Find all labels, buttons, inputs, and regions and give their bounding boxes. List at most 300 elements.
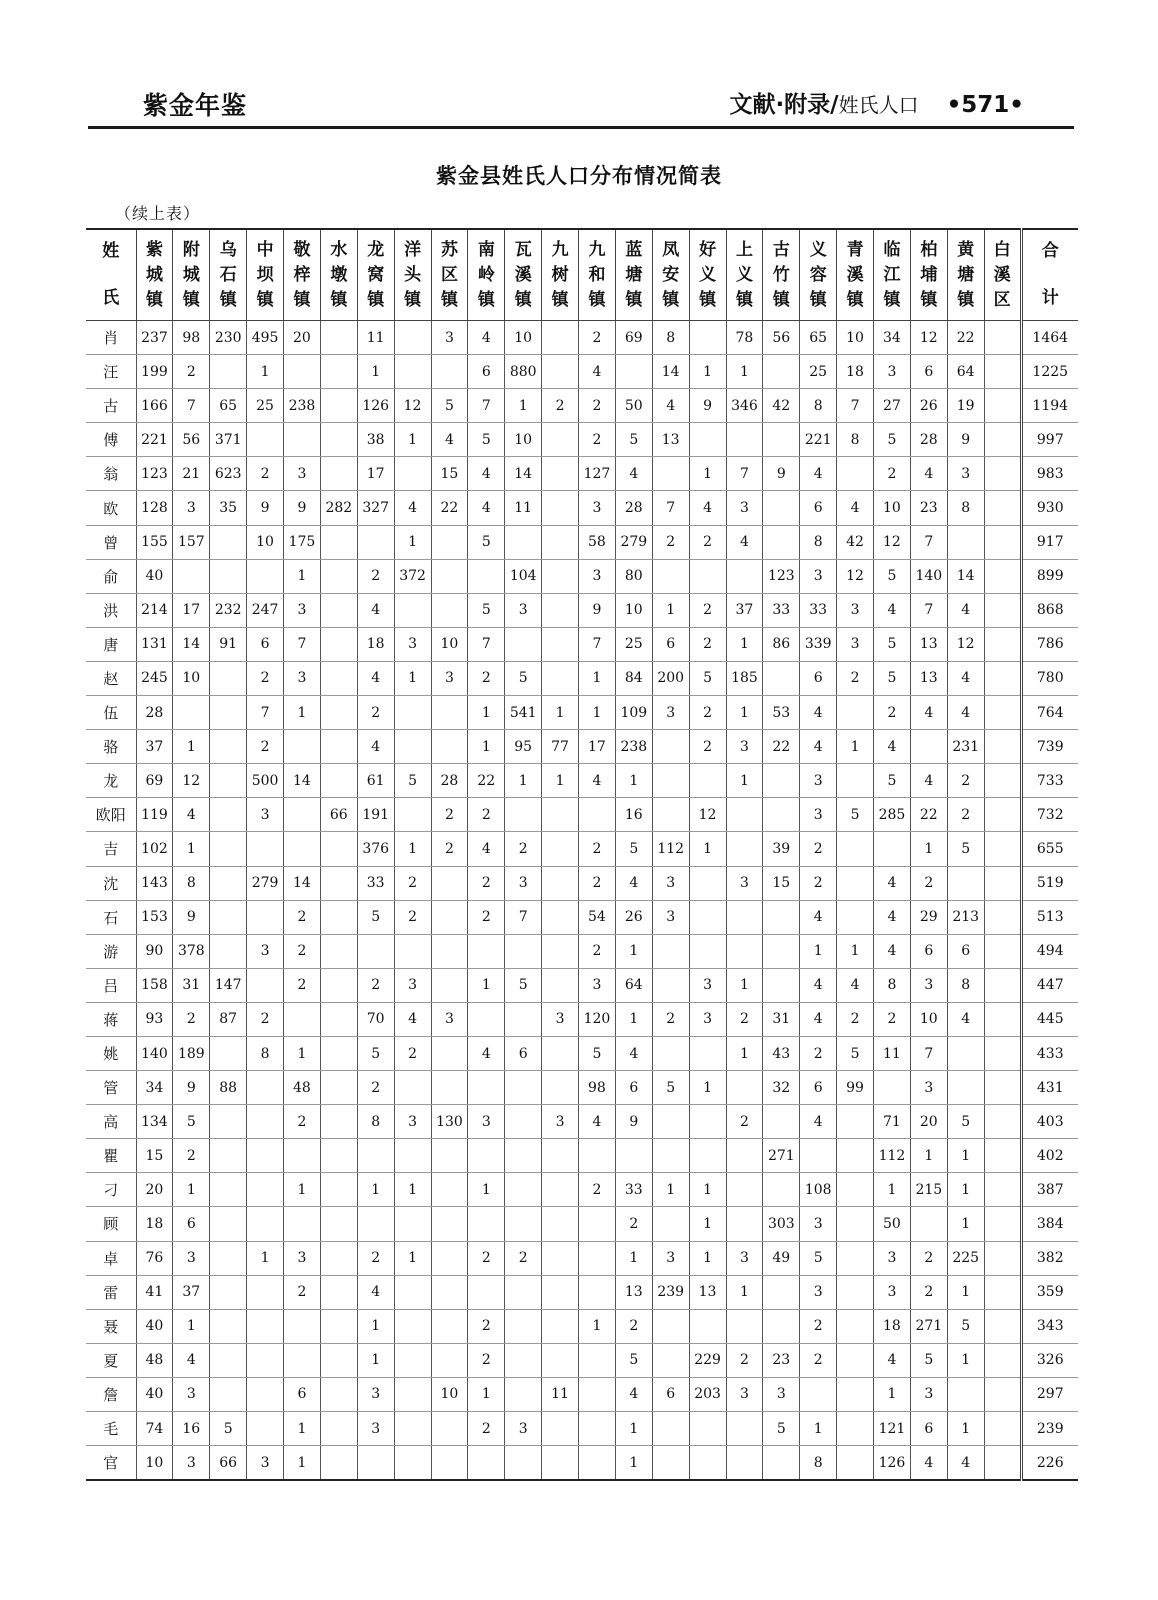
town-count-cell	[984, 696, 1021, 730]
town-count-cell	[542, 1412, 579, 1446]
town-count-cell: 3	[652, 866, 689, 900]
town-count-cell	[431, 1309, 468, 1343]
town-count-cell: 158	[136, 968, 173, 1002]
column-header	[726, 229, 763, 321]
surname-cell: 汪	[86, 355, 136, 389]
town-count-cell: 229	[689, 1343, 726, 1377]
town-count-cell: 4	[947, 696, 984, 730]
surname-cell: 官	[103, 1454, 119, 1473]
town-count-cell	[431, 593, 468, 627]
total-cell: 431	[1021, 1071, 1078, 1105]
town-count-cell: 5	[652, 1071, 689, 1105]
town-count-cell: 14	[284, 764, 321, 798]
town-count-cell: 1	[284, 1412, 321, 1446]
town-count-cell	[210, 764, 247, 798]
column-header-char: 镇	[145, 289, 163, 310]
town-count-cell: 230	[210, 321, 247, 355]
column-header-char: 柏	[920, 239, 938, 260]
column-header-char: 中	[256, 239, 274, 260]
town-count-cell	[837, 1343, 874, 1377]
town-count-cell: 1	[726, 627, 763, 661]
town-count-cell: 7	[837, 389, 874, 423]
town-count-cell	[984, 389, 1021, 423]
town-count-cell: 1	[726, 696, 763, 730]
town-count-cell: 1	[947, 1173, 984, 1207]
column-header	[689, 229, 726, 321]
town-count-cell: 5	[763, 1412, 800, 1446]
town-count-cell: 1	[615, 1002, 652, 1036]
town-count-cell	[247, 1275, 284, 1309]
column-header-char: 墩	[330, 264, 348, 285]
column-header-char: 镇	[588, 289, 606, 310]
town-count-cell	[468, 934, 505, 968]
town-count-cell: 4	[615, 866, 652, 900]
town-count-cell: 12	[837, 559, 874, 593]
town-count-cell	[542, 1241, 579, 1275]
town-count-cell: 10	[910, 1002, 947, 1036]
surname-cell: 唐	[86, 627, 136, 661]
town-count-cell: 39	[763, 832, 800, 866]
town-count-cell	[468, 1207, 505, 1241]
surname-cell: 顾	[86, 1207, 136, 1241]
town-count-cell: 4	[652, 389, 689, 423]
town-count-cell: 98	[579, 1071, 616, 1105]
town-count-cell: 1	[357, 355, 394, 389]
town-count-cell	[984, 1241, 1021, 1275]
town-count-cell: 285	[874, 798, 911, 832]
town-count-cell: 5	[579, 1036, 616, 1070]
town-count-cell: 3	[505, 1412, 542, 1446]
town-count-cell: 2	[247, 457, 284, 491]
town-count-cell: 121	[874, 1412, 911, 1446]
town-count-cell: 91	[210, 627, 247, 661]
town-count-cell	[431, 866, 468, 900]
town-count-cell	[984, 934, 1021, 968]
town-count-cell	[837, 1139, 874, 1173]
town-count-cell	[689, 764, 726, 798]
town-count-cell	[394, 355, 431, 389]
town-count-cell: 2	[357, 696, 394, 730]
town-count-cell: 3	[357, 1377, 394, 1411]
town-count-cell	[763, 968, 800, 1002]
town-count-cell: 3	[652, 696, 689, 730]
town-count-cell	[284, 1207, 321, 1241]
town-count-cell: 1	[579, 661, 616, 695]
surname-cell: 伍	[86, 696, 136, 730]
town-count-cell	[210, 934, 247, 968]
town-count-cell	[320, 1412, 357, 1446]
town-count-cell	[837, 1275, 874, 1309]
column-header-char: 镇	[735, 289, 753, 310]
town-count-cell: 3	[837, 627, 874, 661]
town-count-cell	[542, 798, 579, 832]
town-count-cell	[247, 900, 284, 934]
column-header-char: 黄	[957, 239, 975, 260]
town-count-cell	[284, 355, 321, 389]
town-count-cell: 10	[874, 491, 911, 525]
town-count-cell: 16	[615, 798, 652, 832]
town-count-cell	[984, 457, 1021, 491]
town-count-cell	[320, 355, 357, 389]
town-count-cell: 28	[615, 491, 652, 525]
town-count-cell	[542, 661, 579, 695]
town-count-cell: 3	[542, 1002, 579, 1036]
town-count-cell: 5	[468, 525, 505, 559]
column-header-char: 洋	[404, 239, 422, 260]
total-cell: 226	[1021, 1446, 1078, 1481]
town-count-cell: 1	[579, 1309, 616, 1343]
town-count-cell	[763, 1446, 800, 1481]
town-count-cell: 3	[874, 1241, 911, 1275]
town-count-cell: 99	[837, 1071, 874, 1105]
town-count-cell: 4	[837, 968, 874, 1002]
town-count-cell: 1	[394, 423, 431, 457]
total-cell: 513	[1021, 900, 1078, 934]
town-count-cell: 2	[837, 661, 874, 695]
town-count-cell: 2	[800, 832, 837, 866]
column-header-char: 青	[846, 239, 864, 260]
table-row	[86, 1105, 1078, 1139]
town-count-cell: 4	[468, 832, 505, 866]
town-count-cell	[320, 1173, 357, 1207]
town-count-cell: 8	[173, 866, 210, 900]
town-count-cell: 20	[284, 321, 321, 355]
town-count-cell: 12	[874, 525, 911, 559]
town-count-cell: 4	[910, 457, 947, 491]
column-header-char: 城	[182, 264, 200, 285]
total-cell: 899	[1021, 559, 1078, 593]
town-count-cell: 33	[800, 593, 837, 627]
town-count-cell	[726, 559, 763, 593]
column-header-char: 义	[809, 239, 827, 260]
column-header-char: 九	[551, 239, 569, 260]
town-count-cell: 231	[947, 730, 984, 764]
column-header-char: 镇	[809, 289, 827, 310]
town-count-cell: 1	[800, 1412, 837, 1446]
town-count-cell: 500	[247, 764, 284, 798]
town-count-cell	[320, 1071, 357, 1105]
town-count-cell: 12	[394, 389, 431, 423]
town-count-cell: 245	[136, 661, 173, 695]
town-count-cell: 3	[284, 1241, 321, 1275]
town-count-cell	[726, 934, 763, 968]
town-count-cell: 7	[652, 491, 689, 525]
town-count-cell: 3	[284, 593, 321, 627]
town-count-cell: 1	[284, 1173, 321, 1207]
town-count-cell: 14	[284, 866, 321, 900]
town-count-cell	[689, 1139, 726, 1173]
town-count-cell: 2	[505, 832, 542, 866]
town-count-cell	[726, 832, 763, 866]
town-count-cell	[320, 1446, 357, 1481]
town-count-cell: 40	[136, 1309, 173, 1343]
town-count-cell: 11	[357, 321, 394, 355]
town-count-cell: 213	[947, 900, 984, 934]
town-count-cell	[542, 525, 579, 559]
total-cell: 997	[1021, 423, 1078, 457]
town-count-cell: 3	[689, 968, 726, 1002]
town-count-cell: 4	[874, 593, 911, 627]
town-count-cell: 6	[247, 627, 284, 661]
town-count-cell: 2	[726, 1002, 763, 1036]
table-row	[86, 968, 1078, 1002]
town-count-cell: 4	[357, 730, 394, 764]
column-header	[542, 229, 579, 321]
town-count-cell: 26	[615, 900, 652, 934]
town-count-cell	[394, 1343, 431, 1377]
town-count-cell: 215	[910, 1173, 947, 1207]
town-count-cell	[984, 900, 1021, 934]
town-count-cell: 2	[542, 389, 579, 423]
town-count-cell	[579, 1241, 616, 1275]
town-count-cell	[579, 1207, 616, 1241]
town-count-cell: 127	[579, 457, 616, 491]
town-count-cell: 42	[763, 389, 800, 423]
town-count-cell: 32	[763, 1071, 800, 1105]
town-count-cell: 22	[468, 764, 505, 798]
town-count-cell: 4	[579, 355, 616, 389]
town-count-cell: 2	[357, 559, 394, 593]
town-count-cell	[210, 730, 247, 764]
town-count-cell: 18	[357, 627, 394, 661]
total-cell: 732	[1021, 798, 1078, 832]
town-count-cell	[431, 968, 468, 1002]
town-count-cell	[837, 1309, 874, 1343]
town-count-cell: 2	[800, 866, 837, 900]
town-count-cell	[320, 1207, 357, 1241]
town-count-cell: 2	[284, 968, 321, 1002]
column-header-char: 岭	[477, 264, 495, 285]
town-count-cell: 22	[431, 491, 468, 525]
column-header	[210, 229, 247, 321]
town-count-cell	[468, 1446, 505, 1481]
town-count-cell: 221	[800, 423, 837, 457]
town-count-cell	[247, 1377, 284, 1411]
town-count-cell	[579, 1377, 616, 1411]
town-count-cell: 140	[136, 1036, 173, 1070]
total-cell: 387	[1021, 1173, 1078, 1207]
total-cell: 655	[1021, 832, 1078, 866]
column-header-char: 石	[219, 264, 237, 285]
town-count-cell	[210, 1173, 247, 1207]
town-count-cell: 5	[947, 832, 984, 866]
town-count-cell	[210, 1241, 247, 1275]
town-count-cell	[320, 1343, 357, 1377]
town-count-cell: 56	[763, 321, 800, 355]
town-count-cell: 1	[689, 355, 726, 389]
town-count-cell	[357, 1139, 394, 1173]
surname-cell: 洪	[86, 593, 136, 627]
town-count-cell	[837, 457, 874, 491]
town-count-cell	[542, 355, 579, 389]
column-header	[394, 229, 431, 321]
total-cell: 433	[1021, 1036, 1078, 1070]
town-count-cell	[320, 1105, 357, 1139]
town-count-cell: 50	[874, 1207, 911, 1241]
column-header-char: 瓦	[514, 239, 532, 260]
town-count-cell	[505, 1105, 542, 1139]
town-count-cell: 86	[763, 627, 800, 661]
town-count-cell	[505, 1139, 542, 1173]
town-count-cell: 3	[874, 1275, 911, 1309]
town-count-cell	[394, 1275, 431, 1309]
town-count-cell	[837, 696, 874, 730]
table-row	[86, 696, 1078, 730]
town-count-cell: 3	[579, 968, 616, 1002]
town-count-cell: 10	[505, 321, 542, 355]
town-count-cell	[320, 1002, 357, 1036]
town-count-cell: 1	[173, 832, 210, 866]
town-count-cell	[910, 730, 947, 764]
town-count-cell	[505, 1377, 542, 1411]
town-count-cell	[726, 1207, 763, 1241]
town-count-cell: 2	[284, 934, 321, 968]
column-header-char: 埔	[920, 264, 938, 285]
town-count-cell: 112	[652, 832, 689, 866]
table-row	[86, 661, 1078, 695]
town-count-cell: 3	[394, 968, 431, 1002]
surname-cell: 雷	[86, 1275, 136, 1309]
town-count-cell	[984, 968, 1021, 1002]
town-count-cell	[284, 798, 321, 832]
town-count-cell: 22	[763, 730, 800, 764]
town-count-cell: 43	[763, 1036, 800, 1070]
town-count-cell: 5	[689, 661, 726, 695]
town-count-cell: 1	[505, 389, 542, 423]
town-count-cell: 6	[173, 1207, 210, 1241]
town-count-cell: 5	[615, 423, 652, 457]
town-count-cell: 2	[652, 1002, 689, 1036]
town-count-cell: 98	[173, 321, 210, 355]
town-count-cell: 4	[689, 491, 726, 525]
town-count-cell: 123	[136, 457, 173, 491]
column-header-char: 镇	[367, 289, 385, 310]
town-count-cell: 3	[800, 798, 837, 832]
town-count-cell: 5	[468, 593, 505, 627]
total-cell: 239	[1021, 1412, 1078, 1446]
town-count-cell: 1	[910, 1139, 947, 1173]
town-count-cell: 2	[837, 1002, 874, 1036]
town-count-cell	[947, 1036, 984, 1070]
town-count-cell: 12	[173, 764, 210, 798]
town-count-cell: 9	[284, 491, 321, 525]
town-count-cell	[652, 1139, 689, 1173]
column-header-char: 好	[699, 239, 717, 260]
town-count-cell: 87	[210, 1002, 247, 1036]
town-count-cell: 1	[689, 457, 726, 491]
town-count-cell: 2	[579, 832, 616, 866]
table-row	[86, 1446, 1078, 1481]
town-count-cell	[247, 1139, 284, 1173]
table-row	[86, 900, 1078, 934]
town-count-cell	[984, 525, 1021, 559]
town-count-cell	[652, 1036, 689, 1070]
town-count-cell	[394, 321, 431, 355]
town-count-cell: 3	[763, 1377, 800, 1411]
surname-cell: 游	[86, 934, 136, 968]
town-count-cell: 28	[431, 764, 468, 798]
town-count-cell: 1	[689, 1071, 726, 1105]
town-count-cell	[247, 968, 284, 1002]
column-header-char: 计	[1041, 288, 1059, 308]
town-count-cell: 25	[247, 389, 284, 423]
town-count-cell	[984, 832, 1021, 866]
town-count-cell	[505, 1309, 542, 1343]
town-count-cell	[542, 423, 579, 457]
town-count-cell: 4	[468, 457, 505, 491]
town-count-cell: 29	[910, 900, 947, 934]
town-count-cell	[542, 491, 579, 525]
town-count-cell: 199	[136, 355, 173, 389]
surname-cell: 刁	[86, 1173, 136, 1207]
table-row	[86, 764, 1078, 798]
table-row	[86, 1377, 1078, 1411]
town-count-cell: 74	[136, 1412, 173, 1446]
town-count-cell: 14	[947, 559, 984, 593]
town-count-cell: 6	[910, 1412, 947, 1446]
town-count-cell	[837, 1446, 874, 1481]
surname-cell: 赵	[86, 661, 136, 695]
town-count-cell	[689, 1036, 726, 1070]
town-count-cell: 2	[689, 730, 726, 764]
table-row	[86, 934, 1078, 968]
town-count-cell: 6	[652, 627, 689, 661]
town-count-cell: 1	[689, 1173, 726, 1207]
town-count-cell: 175	[284, 525, 321, 559]
town-count-cell: 4	[800, 730, 837, 764]
town-count-cell: 5	[874, 764, 911, 798]
town-count-cell	[689, 900, 726, 934]
town-count-cell: 6	[800, 491, 837, 525]
surname-cell: 詹	[86, 1377, 136, 1411]
column-header-char: 九	[588, 239, 606, 260]
town-count-cell: 378	[173, 934, 210, 968]
column-header	[284, 229, 321, 321]
town-count-cell: 3	[910, 968, 947, 1002]
town-count-cell	[763, 934, 800, 968]
town-count-cell: 623	[210, 457, 247, 491]
town-count-cell	[763, 900, 800, 934]
town-count-cell	[763, 525, 800, 559]
town-count-cell: 8	[800, 525, 837, 559]
town-count-cell	[542, 832, 579, 866]
town-count-cell: 2	[357, 968, 394, 1002]
town-count-cell: 40	[136, 1377, 173, 1411]
town-count-cell	[247, 832, 284, 866]
town-count-cell: 5	[357, 1036, 394, 1070]
town-count-cell: 3	[284, 457, 321, 491]
town-count-cell	[652, 764, 689, 798]
town-count-cell	[763, 1309, 800, 1343]
town-count-cell: 3	[394, 1105, 431, 1139]
town-count-cell	[247, 1207, 284, 1241]
column-header-char: 塘	[625, 264, 643, 285]
town-count-cell: 13	[615, 1275, 652, 1309]
town-count-cell	[394, 1377, 431, 1411]
total-cell: 447	[1021, 968, 1078, 1002]
town-count-cell: 69	[615, 321, 652, 355]
town-count-cell: 6	[284, 1377, 321, 1411]
table-row	[86, 491, 1078, 525]
town-count-cell: 13	[689, 1275, 726, 1309]
town-count-cell: 3	[357, 1412, 394, 1446]
town-count-cell: 18	[874, 1309, 911, 1343]
table-row	[86, 832, 1078, 866]
town-count-cell: 214	[136, 593, 173, 627]
town-count-cell: 2	[652, 525, 689, 559]
town-count-cell	[984, 661, 1021, 695]
total-cell: 983	[1021, 457, 1078, 491]
